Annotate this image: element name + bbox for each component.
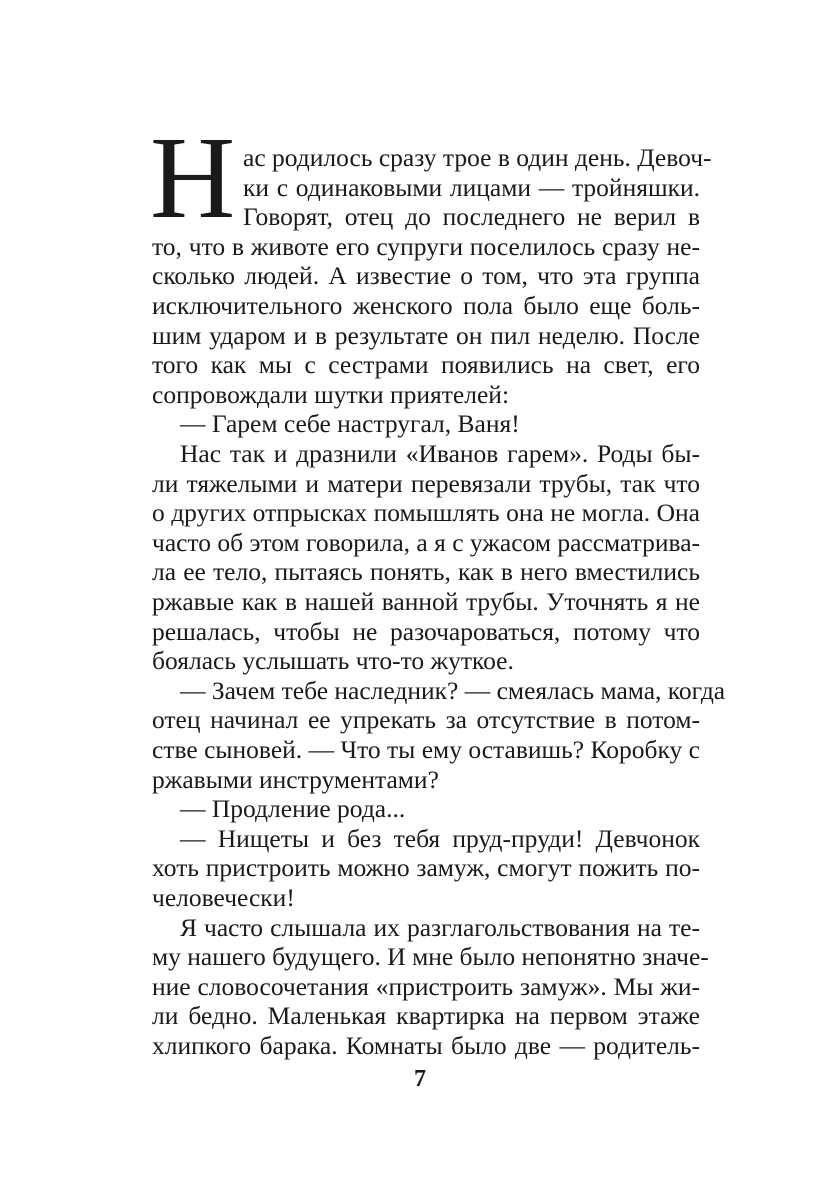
text-line: того как мы с сестрами появились на свет, его xyxy=(152,350,700,380)
text-line: исключительного женского пола было еще боль- xyxy=(152,291,700,320)
text-line: сопровождали шутки приятелей: xyxy=(152,379,510,409)
text-line: — Зачем тебе наследник? — смеялась мама, когда xyxy=(180,675,726,705)
text-line: отец начинал ее упрекать за отсутствие в потом- xyxy=(152,705,700,735)
text-line: — Нищеты и без тебя пруд-пруди! Девчонок xyxy=(180,823,700,853)
text-line: ржавые как в нашей ванной трубы. Уточнять я не xyxy=(152,587,700,616)
text-line: Говорят, отец до последнего не верил в xyxy=(243,202,700,232)
text-line: Нас так и дразнили «Иванов гарем». Роды бы- xyxy=(180,439,700,468)
text-line: ки с одинаковыми лицами — тройняшки. xyxy=(243,172,700,202)
text-line: человечески! xyxy=(152,883,295,912)
text-line: ние словосочетания «пристроить замуж». Мы жи- xyxy=(152,971,700,1001)
text-line: — Гарем себе настругал, Ваня! xyxy=(180,409,520,439)
text-line: хлипкого барака. Комнаты было две — родитель- xyxy=(152,1031,700,1060)
text-line: ли бедно. Маленькая квартирка на первом этаже xyxy=(152,1001,700,1031)
text-line: ла ее тело, пытаясь понять, как в него вместились xyxy=(152,557,700,587)
text-line: шим ударом и в результате он пил неделю. После xyxy=(152,320,700,350)
text-line: о других отпрысках помышлять она не могла. Она xyxy=(152,498,700,528)
text-line: ржавыми инструментами? xyxy=(152,764,439,794)
text-line: решалась, чтобы не разочароваться, потому что xyxy=(152,616,700,646)
drop-cap: Н xyxy=(150,112,236,243)
text-line: часто об этом говорила, а я с ужасом рассматрива- xyxy=(152,527,701,557)
text-line: стве сыновей. — Что ты ему оставишь? Коробку с xyxy=(152,735,700,764)
text-line: ли тяжелыми и матери перевязали трубы, так что xyxy=(152,468,700,498)
text-line: сколько людей. А известие о том, что эта группа xyxy=(152,261,700,291)
text-line: Я часто слышала их разглагольствования на те- xyxy=(180,912,700,942)
text-line: хоть пристроить можно замуж, смогут пожить по- xyxy=(152,853,700,883)
text-line: — Продление рода... xyxy=(180,794,406,824)
text-line: боялась услышать что-то жуткое. xyxy=(152,646,514,676)
page-number: 7 xyxy=(414,1066,426,1092)
text-line: му нашего будущего. И мне было непонятно значе- xyxy=(152,942,709,972)
text-line: то, что в животе его супруги поселилось сразу не- xyxy=(152,231,700,261)
text-line: ас родилось сразу трое в один день. Девоч- xyxy=(243,143,712,172)
